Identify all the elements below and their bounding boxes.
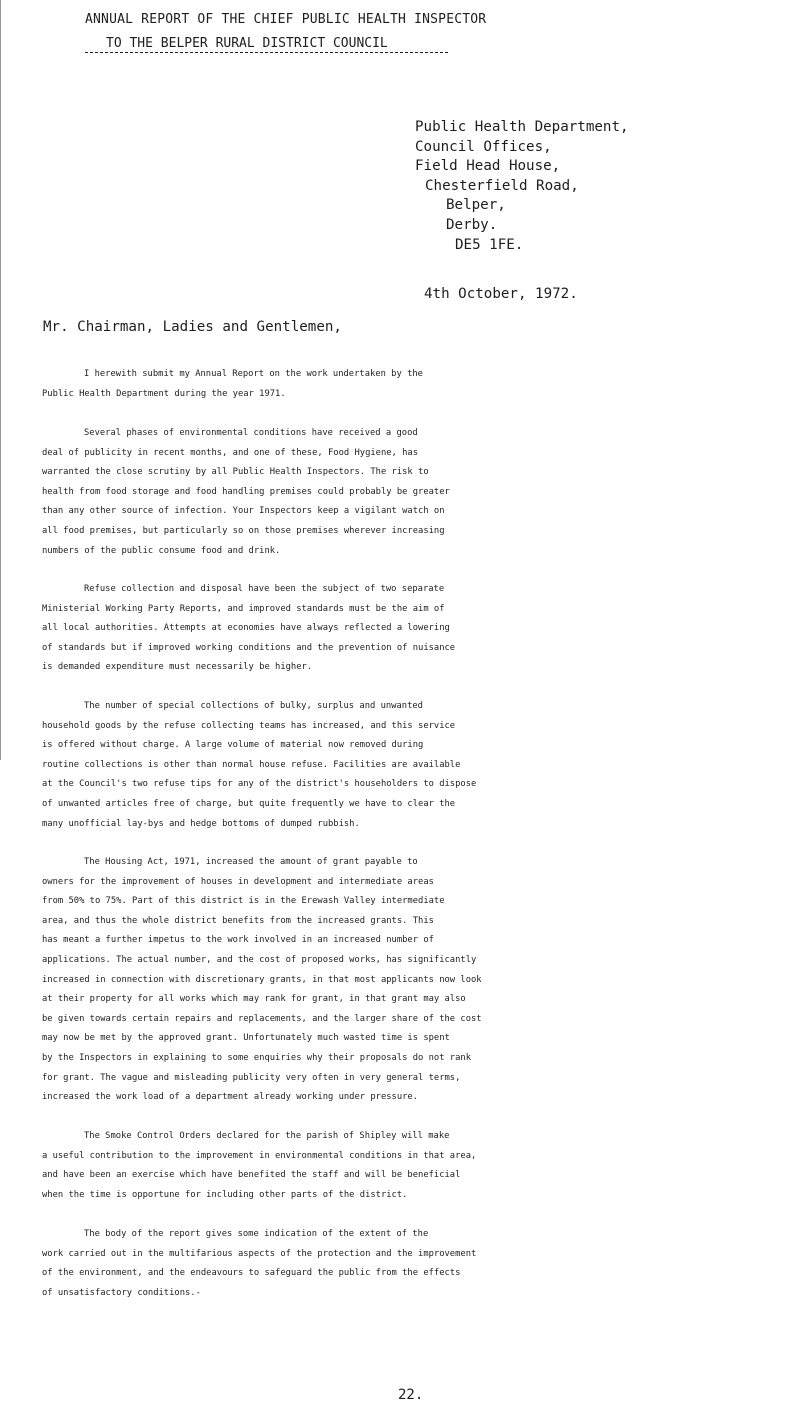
paragraph-line: Public Health Department during the year 1971. xyxy=(42,388,286,399)
paragraph-line: Ministerial Working Party Reports, and improved standards must be the aim of xyxy=(42,603,445,614)
paragraph-line: for grant. The vague and misleading publicity very often in very general terms, xyxy=(42,1072,461,1083)
paragraph-smoke-control xyxy=(42,1127,800,1205)
salutation: Mr. Chairman, Ladies and Gentlemen, xyxy=(43,319,342,335)
paragraph-line: warranted the close scrutiny by all Public Health Inspectors. The risk to xyxy=(42,467,429,478)
paragraph-line: many unofficial lay-bys and hedge bottoms of dumped rubbish. xyxy=(42,818,360,829)
scan-edge-rule xyxy=(0,0,1,760)
paragraph-line: be given towards certain repairs and replacements, and the larger share of the cost xyxy=(42,1013,482,1024)
letter-date: 4th October, 1972. xyxy=(424,286,578,302)
paragraph-line: of the environment, and the endeavours to safeguard the public from the effects xyxy=(42,1268,461,1279)
address-line: Field Head House, xyxy=(415,158,561,175)
paragraph-line: is demanded expenditure must necessarily be higher. xyxy=(42,662,313,673)
paragraph-line: The Housing Act, 1971, increased the amount of grant payable to xyxy=(84,857,418,867)
paragraph-line: is offered without charge. A large volume of material now removed during xyxy=(42,740,424,751)
paragraph-line: and have been an exercise which have benefited the staff and will be beneficial xyxy=(42,1170,461,1181)
paragraph-line: applications. The actual number, and the cost of proposed works, has significantly xyxy=(42,954,477,965)
paragraph-line: at their property for all works which may rank for grant, in that grant may also xyxy=(42,994,466,1005)
address-line: Belper, xyxy=(446,197,506,214)
paragraph-line: Refuse collection and disposal have been the subject of two separate xyxy=(84,584,445,594)
paragraph-line: all local authorities. Attempts at economies have always reflected a lowering xyxy=(42,623,450,634)
report-title: ANNUAL REPORT OF THE CHIEF PUBLIC HEALTH INSPECTOR xyxy=(85,12,487,27)
address-line: Chesterfield Road, xyxy=(425,177,579,194)
report-subtitle xyxy=(85,36,448,53)
paragraph-line: work carried out in the multifarious aspects of the protection and the improvement xyxy=(42,1248,477,1259)
paragraph-line: Several phases of environmental conditions have received a good xyxy=(84,428,418,438)
paragraph-line: deal of publicity in recent months, and one of these, Food Hygiene, has xyxy=(42,447,419,458)
sender-address xyxy=(415,118,629,255)
address-line: DE5 1FE. xyxy=(455,236,524,253)
paragraph-line: health from food storage and food handling premises could probably be greater xyxy=(42,486,450,497)
paragraph-line: of standards but if improved working conditions and the prevention of nuisance xyxy=(42,642,456,653)
paragraph-line: owners for the improvement of houses in development and intermediate areas xyxy=(42,876,434,887)
paragraph-line: increased in connection with discretionary grants, in that most applicants now look xyxy=(42,974,482,985)
paragraph-food-hygiene xyxy=(42,424,800,561)
paragraph-line: when the time is opportune for including other parts of the district. xyxy=(42,1189,408,1200)
paragraph-line: has meant a further impetus to the work involved in an increased number of xyxy=(42,935,434,946)
paragraph-line: may now be met by the approved grant. Unfortunately much wasted time is spent xyxy=(42,1033,450,1044)
paragraph-line: by the Inspectors in explaining to some enquiries why their proposals do not rank xyxy=(42,1052,471,1063)
paragraph-line: all food premises, but particularly so on those premises wherever increasing xyxy=(42,525,445,536)
paragraph-line: of unsatisfactory conditions.- xyxy=(42,1287,201,1298)
paragraph-line: a useful contribution to the improvement in environmental conditions in that area, xyxy=(42,1150,477,1161)
paragraph-line: I herewith submit my Annual Report on the work undertaken by the xyxy=(84,369,423,379)
paragraph-line: household goods by the refuse collecting teams has increased, and this service xyxy=(42,720,456,731)
paragraph-line: The Smoke Control Orders declared for the parish of Shipley will make xyxy=(84,1131,450,1141)
paragraph-line: area, and thus the whole district benefits from the increased grants. This xyxy=(42,915,434,926)
paragraph-refuse xyxy=(42,580,800,678)
paragraph-line: The body of the report gives some indication of the extent of the xyxy=(84,1229,429,1239)
address-line: Council Offices, xyxy=(415,138,552,155)
paragraph-line: increased the work load of a department already working under pressure. xyxy=(42,1092,419,1103)
paragraph-special-collections xyxy=(42,697,800,834)
paragraph-line: numbers of the public consume food and drink. xyxy=(42,545,281,556)
paragraph-housing-act xyxy=(42,853,800,1108)
address-line: Public Health Department, xyxy=(415,119,629,135)
report-subtitle-text: TO THE BELPER RURAL DISTRICT COUNCIL xyxy=(106,36,388,51)
paragraph-line: The number of special collections of bulky, surplus and unwanted xyxy=(84,701,423,711)
paragraph-body-summary xyxy=(42,1225,800,1303)
paragraph-line: of unwanted articles free of charge, but quite frequently we have to clear the xyxy=(42,798,456,809)
paragraph-intro xyxy=(42,365,800,404)
paragraph-line: than any other source of infection. Your Inspectors keep a vigilant watch on xyxy=(42,506,445,517)
paragraph-line: from 50% to 75%. Part of this district is in the Erewash Valley intermediate xyxy=(42,896,445,907)
address-line: Derby. xyxy=(446,216,498,233)
paragraph-line: routine collections is other than normal house refuse. Facilities are available xyxy=(42,759,461,770)
page-number: 22. xyxy=(398,1387,424,1403)
paragraph-line: at the Council's two refuse tips for any of the district's householders to dispose xyxy=(42,779,477,790)
